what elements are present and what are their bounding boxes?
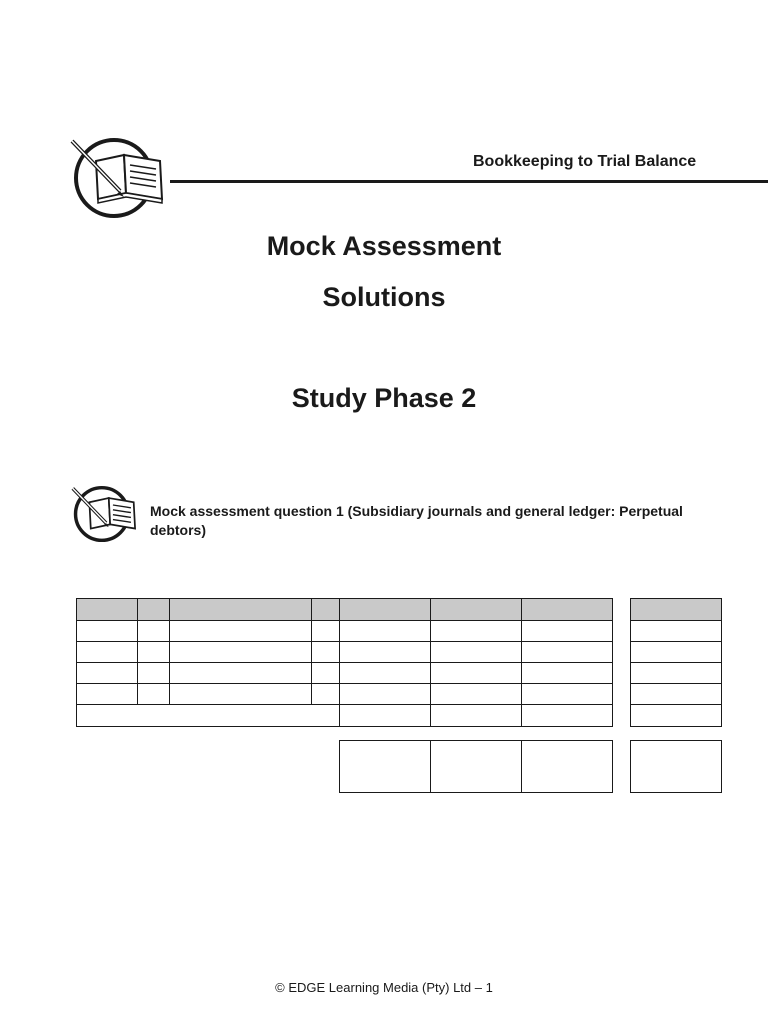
question-heading: Mock assessment question 1 (Subsidiary journals and general ledger: Perpetual debtors) [150,503,683,538]
table-cell [311,620,340,642]
table-total-label-cell [76,704,340,727]
table-header-cell [169,598,312,621]
table-header-cell [339,598,431,621]
table-cell [521,641,613,663]
table-cell [76,620,138,642]
open-book-with-pen-icon [68,135,172,226]
table-cell [76,683,138,705]
table-cell [630,620,722,642]
table-header-cell [76,598,138,621]
table-header-cell [430,598,522,621]
table-total-cell [339,704,431,727]
table-cell [76,641,138,663]
table-cell [339,662,431,684]
table-cell [630,641,722,663]
table-total-cell [521,704,613,727]
totals-box [630,740,722,793]
table-cell [339,620,431,642]
table-cell [630,662,722,684]
header-title: Bookkeeping to Trial Balance [473,153,697,170]
table-cell [137,641,170,663]
document-title: Mock Assessment [266,231,502,261]
table-cell [169,620,312,642]
table-cell [137,662,170,684]
study-phase-title: Study Phase 2 [291,383,477,413]
table-cell [76,662,138,684]
totals-box [430,740,522,793]
table-total-cell [430,704,522,727]
header-rule [170,180,768,183]
table-cell [430,683,522,705]
table-cell [521,683,613,705]
table-header-cell [137,598,170,621]
table-cell [311,662,340,684]
table-header-cell [630,598,722,621]
table-cell [430,662,522,684]
totals-box [339,740,431,793]
table-cell [339,641,431,663]
page-footer: © EDGE Learning Media (Pty) Ltd – 1 [275,980,493,995]
table-cell [521,620,613,642]
table-cell [169,662,312,684]
table-cell [311,683,340,705]
table-header-cell [521,598,613,621]
table-cell [430,641,522,663]
table-cell [137,683,170,705]
open-book-with-pen-icon [70,484,142,549]
totals-box [521,740,613,793]
table-cell [169,683,312,705]
table-cell [339,683,431,705]
table-cell [521,662,613,684]
table-cell [137,620,170,642]
table-cell [630,683,722,705]
table-cell [430,620,522,642]
table-total-cell [630,704,722,727]
table-cell [311,641,340,663]
document-subtitle: Solutions [322,282,446,312]
table-header-cell [311,598,340,621]
table-cell [169,641,312,663]
